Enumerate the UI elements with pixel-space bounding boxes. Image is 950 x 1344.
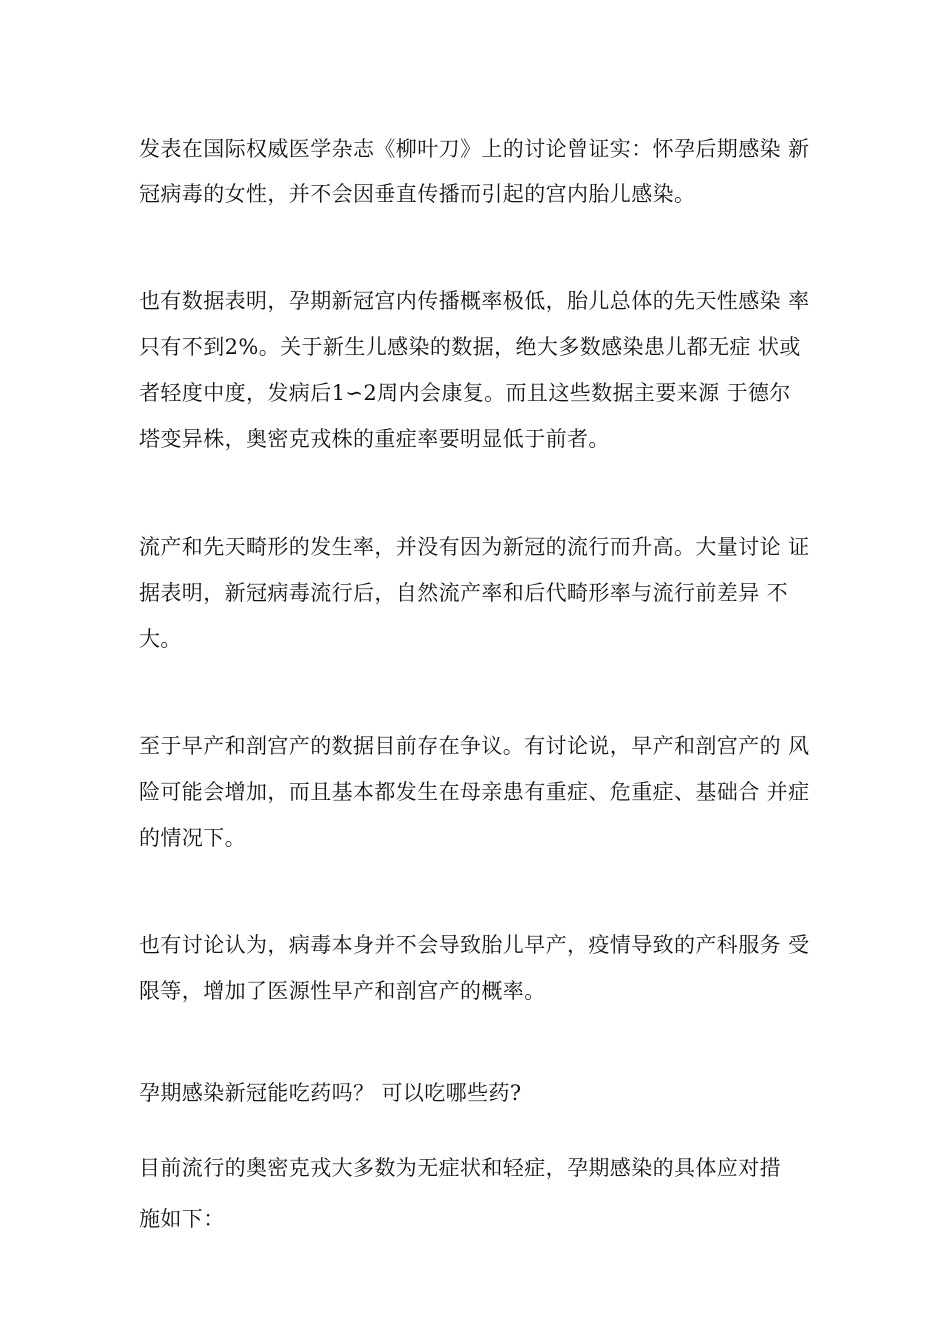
paragraph-4-line-1: 至于早产和剖宫产的数据目前存在争议。有讨论说，早产和剖宫产的 风	[139, 734, 810, 758]
paragraph-4-line-3: 的情况下。	[139, 826, 246, 850]
paragraph-3-line-1: 流产和先天畸形的发生率，并没有因为新冠的流行而升高。大量讨论 证	[139, 535, 810, 559]
paragraph-3-line-3: 大。	[139, 627, 182, 651]
paragraph-5-line-2: 限等，增加了医源性早产和剖宫产的概率。	[139, 979, 546, 1003]
paragraph-7-line-1: 目前流行的奥密克戎大多数为无症状和轻症，孕期感染的具体应对措	[139, 1156, 781, 1180]
paragraph-5-line-1: 也有讨论认为，病毒本身并不会导致胎儿早产，疫情导致的产科服务 受	[139, 933, 810, 957]
paragraph-1-line-2: 冠病毒的女性，并不会因垂直传播而引起的宫内胎儿感染。	[139, 182, 696, 206]
paragraph-2-line-2: 只有不到2%。关于新生儿感染的数据，绝大多数感染患儿都无症 状或	[139, 335, 801, 359]
paragraph-2-line-1: 也有数据表明，孕期新冠宫内传播概率极低，胎儿总体的先天性感染 率	[139, 289, 810, 313]
paragraph-3-line-2: 据表明，新冠病毒流行后，自然流产率和后代畸形率与流行前差异 不	[139, 581, 789, 605]
paragraph-2-line-3: 者轻度中度，发病后1∽2周内会康复。而且这些数据主要来源 于德尔	[139, 381, 791, 405]
question-heading: 孕期感染新冠能吃药吗？ 可以吃哪些药?	[139, 1081, 522, 1105]
paragraph-2-line-4: 塔变异株，奥密克戎株的重症率要明显低于前者。	[139, 427, 610, 451]
paragraph-1-line-1: 发表在国际权威医学杂志《柳叶刀》上的讨论曾证实：怀孕后期感染 新	[139, 137, 810, 161]
paragraph-4-line-2: 险可能会增加，而且基本都发生在母亲患有重症、危重症、基础合 并症	[139, 780, 810, 804]
paragraph-7-line-2: 施如下：	[139, 1207, 225, 1231]
